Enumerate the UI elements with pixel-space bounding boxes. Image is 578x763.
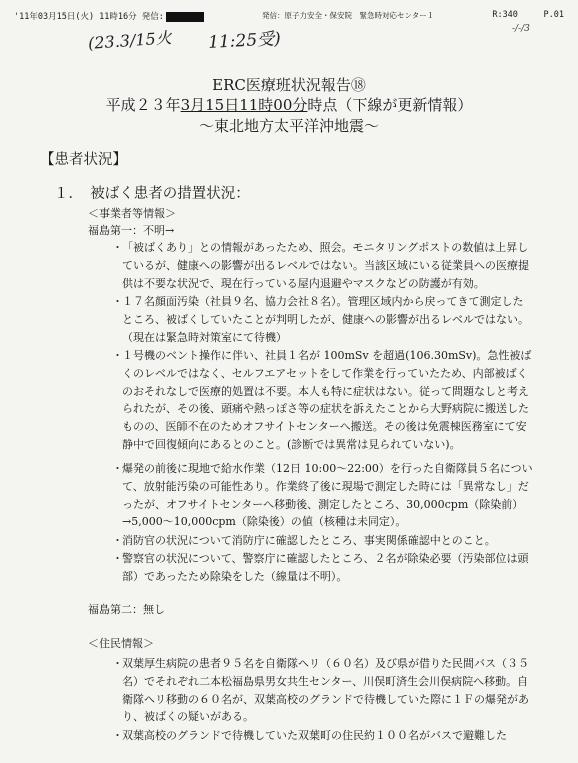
handwritten-corner-mark: -/-/3 (512, 24, 530, 34)
fax-receiver: R:340 (492, 10, 518, 20)
fax-datetime: '11年03月15日(火) 11時16分 (14, 12, 137, 22)
timestamp-suffix: 時点（下線が更新情報） (307, 96, 473, 114)
resident-bullet: ・ 双葉高校のグランドで待機していた双葉町の住民約１００名がバスで避難した (112, 727, 534, 745)
handwritten-time: 11:25受) (207, 29, 282, 53)
operator-bullet: ・ １号機のベント操作に伴い、社員１名が 100mSv を超過(106.30mSv)。急性被ばくのレベルではなく、セルフエアセットをして作業を行っていたため、内部被ばくのおそれなしで医療的処置は不要。本人も特に症状はない。従って問題なしと考えられたが、その後、頭痛や熱っぽさ等の症状を訴えたことから大野病院に搬送したものの、医師不在のためオフサイトセンターへ搬送。その後は免震棟医務室にて安静中で回復傾向にあるとのこと。(診断では異常は見られていない)。 (112, 347, 534, 454)
operator-bullet: ・ １７名顔面汚染（社員９名、協力会社８名）。管理区域内から戻ってきて測定したところ、被ばくしていたことが判明したが、健康への影響が出るレベルではない。（現在は緊急時対策室にて待機） (112, 293, 534, 346)
item-heading: １． 被ばく患者の措置状況： (54, 186, 250, 202)
resident-bullet: ・ 双葉厚生病院の患者９５名を自衛隊ヘリ（６０名）及び県が借りた民間バス（３５名）でそれぞれ二本松福島県男女共生センター、川俣町済生会川俣病院へ移動。自衛隊ヘリ移動の６０名が、双葉高校のグランドで待機していた際に１Ｆの爆発があり、被ばくの疑いがある。 (112, 655, 534, 726)
operator-bullet: ・ 「被ばくあり」との情報があったため、照会。モニタリングポストの数値は上昇しているが、健康への影響が出るレベルではない。当該区域にいる従業員への医療提供は不要な状況で、現在行っている屋内退避やマスクなどの防護が有効。 (112, 239, 534, 292)
handwritten-date: (23.3/15火 (87, 28, 173, 53)
operator-bullet: ・ 警察官の状況について、警察庁に確認したところ、２名が除染必要（汚染部位は頭部）であったため除染をした（線量は不明）。 (112, 550, 534, 586)
fax-header (14, 10, 570, 24)
report-timestamp-line (0, 94, 578, 115)
fax-sender-org: 発信：原子力安全・保安院 緊急時対応センター１ (262, 11, 435, 20)
fax-sender-label: 発信: (141, 12, 164, 22)
section-heading: 【患者状況】 (40, 152, 127, 168)
fax-receiver-page (492, 10, 564, 20)
report-subtitle: 〜東北地方太平洋沖地震〜 (198, 117, 379, 135)
redaction-block (166, 12, 204, 22)
fax-send-info (14, 10, 204, 22)
timestamp-prefix: 平成２３年 (105, 96, 181, 114)
operator-bullet: ・ 爆発の前後に現地で給水作業（12日 10:00〜22:00）を行った自衛隊員５名について、放射能汚染の可能性あり。作業終了後に現場で測定した時には「異常なし」だったが、オフサイトセンターへ移動後、測定したところ、30,000cpm（除染前）→5,000〜10,000cpm（除染後）の値（核種は未同定）。 (112, 460, 534, 531)
fukushima2-status: 福島第二：無し (88, 603, 165, 616)
resident-info-heading: ＜住民情報＞ (88, 637, 154, 650)
operator-info-heading: ＜事業者等情報＞ (88, 207, 176, 220)
fukushima1-status: 福島第一：不明→ (88, 224, 175, 237)
report-title: ERC医療班状況報告⑱ (212, 76, 366, 94)
timestamp-date-underlined: 3月15日11時00分 (180, 96, 308, 114)
operator-bullet: ・ 消防官の状況について消防庁に確認したところ、事実関係確認中とのこと。 (112, 532, 534, 550)
fax-page-number: P.01 (543, 10, 564, 20)
